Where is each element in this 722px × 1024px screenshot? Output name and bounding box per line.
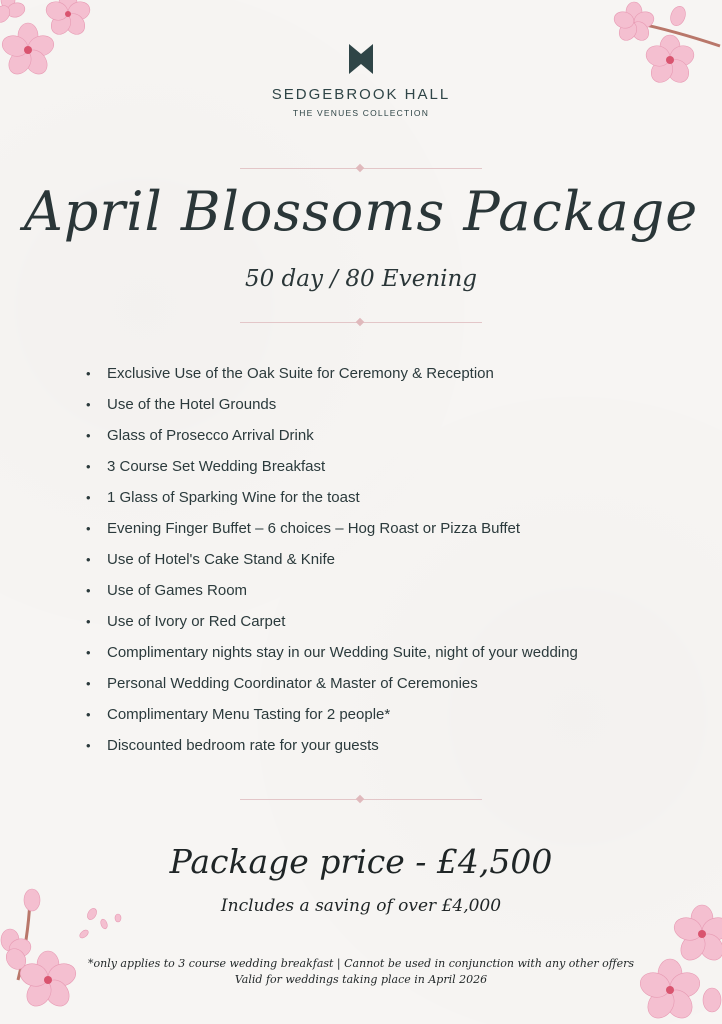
footnote-validity: Valid for weddings taking place in April 2026: [234, 973, 488, 986]
list-item: • 3 Course Set Wedding Breakfast: [86, 454, 578, 485]
divider-top: [240, 164, 482, 174]
saving-note: Includes a saving of over £4,000: [220, 896, 502, 916]
list-item: • Glass of Prosecco Arrival Drink: [86, 423, 578, 454]
cherry-blossom-top-right: [612, 0, 722, 95]
footnote-conditions: *only applies to 3 course wedding breakfast | Cannot be used in conjunction with any other offers: [87, 957, 635, 970]
package-price: Package price - £4,500: [169, 842, 553, 881]
list-item: • Use of Ivory or Red Carpet: [86, 609, 578, 640]
list-item: • Personal Wedding Coordinator & Master of Ceremonies: [86, 671, 578, 702]
list-item: • Complimentary Menu Tasting for 2 people*: [86, 702, 578, 733]
divider-bottom: [240, 795, 482, 805]
list-item: • Use of Games Room: [86, 578, 578, 609]
brand-name: SEDGEBROOK HALL: [271, 86, 451, 103]
list-item: • Complimentary nights stay in our Wedding Suite, night of your wedding: [86, 640, 578, 671]
package-title: April Blossoms Package: [23, 180, 699, 243]
list-item: • Evening Finger Buffet – 6 choices – Hog Roast or Pizza Buffet: [86, 516, 578, 547]
list-item: • Use of Hotel's Cake Stand & Knife: [86, 547, 578, 578]
brand-subtitle: THE VENUES COLLECTION: [292, 108, 430, 118]
list-item: • 1 Glass of Sparking Wine for the toast: [86, 485, 578, 516]
package-features-list: [86, 361, 578, 764]
package-capacity: 50 day / 80 Evening: [244, 266, 478, 292]
divider-middle: [240, 318, 482, 328]
list-item: • Exclusive Use of the Oak Suite for Ceremony & Reception: [86, 361, 578, 392]
cherry-blossom-top-left: [0, 0, 110, 95]
list-item: • Use of the Hotel Grounds: [86, 392, 578, 423]
sedgebrook-logo-icon: [349, 44, 373, 74]
list-item: • Discounted bedroom rate for your guests: [86, 733, 578, 764]
